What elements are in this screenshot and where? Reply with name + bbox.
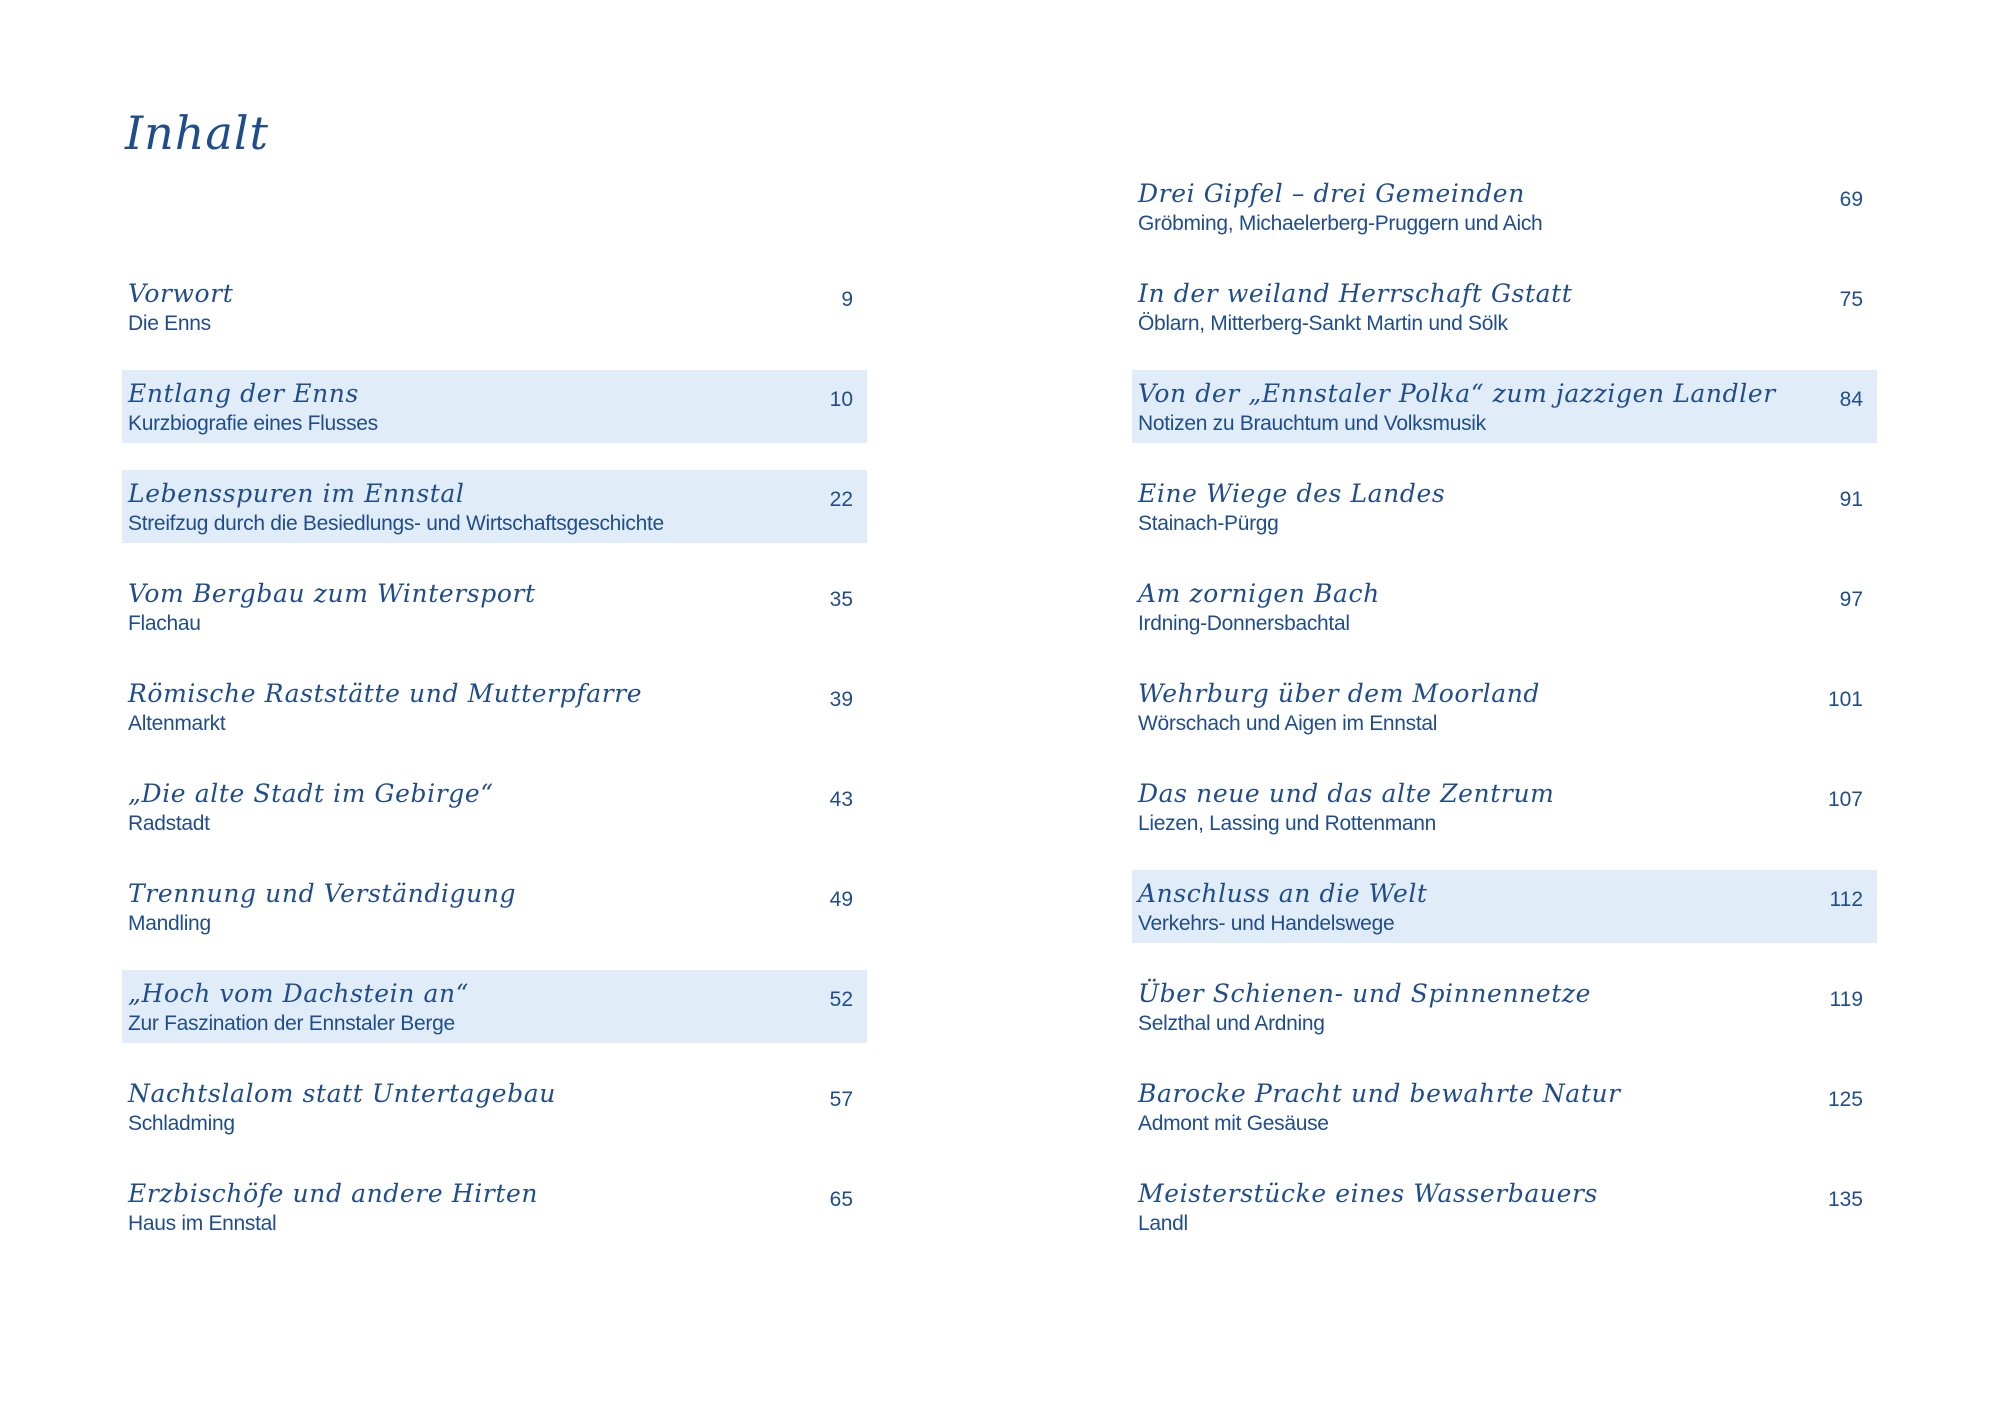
entry-title: Erzbischöfe und andere Hirten [128, 1179, 539, 1208]
toc-entry[interactable] [122, 270, 867, 343]
entry-title: Lebensspuren im Ennstal [128, 479, 465, 508]
toc-entry[interactable] [1132, 1170, 1877, 1243]
entry-title: „Hoch vom Dachstein an“ [128, 979, 470, 1008]
toc-entry[interactable] [122, 1170, 867, 1243]
entry-page-number: 9 [841, 288, 853, 311]
entry-page-number: 22 [829, 488, 853, 511]
toc-entry-highlighted[interactable] [1132, 870, 1877, 943]
entry-title: Am zornigen Bach [1138, 579, 1380, 608]
entry-subtitle: Altenmarkt [128, 712, 226, 735]
entry-page-number: 112 [1829, 888, 1863, 911]
toc-entry[interactable] [122, 670, 867, 743]
entry-page-number: 10 [829, 388, 853, 411]
entry-page-number: 97 [1839, 588, 1863, 611]
entry-subtitle: Liezen, Lassing und Rottenmann [1138, 812, 1437, 835]
entry-subtitle: Mandling [128, 912, 211, 935]
entry-title: Römische Raststätte und Mutterpfarre [128, 679, 643, 708]
entry-page-number: 65 [829, 1188, 853, 1211]
entry-title: Eine Wiege des Landes [1138, 479, 1446, 508]
toc-entry[interactable] [1132, 770, 1877, 843]
entry-subtitle: Schladming [128, 1112, 235, 1135]
toc-right-column [1132, 170, 1877, 1270]
entry-subtitle: Irdning-Donnersbachtal [1138, 612, 1350, 635]
page-title: Inhalt [125, 106, 270, 160]
entry-page-number: 91 [1839, 488, 1863, 511]
entry-page-number: 39 [829, 688, 853, 711]
entry-page-number: 119 [1829, 988, 1863, 1011]
entry-title: Vom Bergbau zum Wintersport [128, 579, 536, 608]
entry-page-number: 75 [1839, 288, 1863, 311]
entry-subtitle: Stainach-Pürgg [1138, 512, 1279, 535]
toc-entry-highlighted[interactable] [122, 470, 867, 543]
toc-entry[interactable] [122, 570, 867, 643]
entry-subtitle: Wörschach und Aigen im Ennstal [1138, 712, 1438, 735]
entry-subtitle: Admont mit Gesäuse [1138, 1112, 1329, 1135]
entry-subtitle: Flachau [128, 612, 201, 635]
entry-page-number: 69 [1839, 188, 1863, 211]
entry-page-number: 43 [829, 788, 853, 811]
entry-page-number: 49 [829, 888, 853, 911]
entry-page-number: 125 [1827, 1088, 1863, 1111]
entry-title: Anschluss an die Welt [1138, 879, 1428, 908]
entry-page-number: 135 [1827, 1188, 1863, 1211]
entry-subtitle: Gröbming, Michaelerberg-Pruggern und Aich [1138, 212, 1543, 235]
toc-entry-highlighted[interactable] [122, 370, 867, 443]
entry-title: Meisterstücke eines Wasserbauers [1138, 1179, 1598, 1208]
toc-entry[interactable] [122, 870, 867, 943]
entry-title: Entlang der Enns [128, 379, 359, 408]
toc-entry[interactable] [1132, 1070, 1877, 1143]
toc-entry[interactable] [122, 770, 867, 843]
entry-page-number: 84 [1839, 388, 1863, 411]
toc-entry-highlighted[interactable] [122, 970, 867, 1043]
entry-subtitle: Notizen zu Brauchtum und Volksmusik [1138, 412, 1486, 435]
entry-title: Barocke Pracht und bewahrte Natur [1138, 1079, 1621, 1108]
entry-subtitle: Landl [1138, 1212, 1188, 1235]
entry-page-number: 107 [1827, 788, 1863, 811]
entry-page-number: 101 [1827, 688, 1863, 711]
entry-subtitle: Haus im Ennstal [128, 1212, 277, 1235]
entry-title: Wehrburg über dem Moorland [1138, 679, 1541, 708]
entry-subtitle: Verkehrs- und Handelswege [1138, 912, 1395, 935]
entry-title: Drei Gipfel – drei Gemeinden [1138, 179, 1525, 208]
entry-page-number: 35 [829, 588, 853, 611]
entry-subtitle: Kurzbiografie eines Flusses [128, 412, 378, 435]
entry-title: Vorwort [128, 279, 234, 308]
toc-entry-highlighted[interactable] [1132, 370, 1877, 443]
entry-title: Nachtslalom statt Untertagebau [128, 1079, 556, 1108]
toc-entry[interactable] [1132, 470, 1877, 543]
entry-subtitle: Zur Faszination der Ennstaler Berge [128, 1012, 455, 1035]
entry-page-number: 52 [829, 988, 853, 1011]
entry-subtitle: Radstadt [128, 812, 210, 835]
entry-title: Das neue und das alte Zentrum [1138, 779, 1555, 808]
toc-entry[interactable] [1132, 570, 1877, 643]
entry-title: Trennung und Verständigung [128, 879, 517, 908]
entry-subtitle: Die Enns [128, 312, 211, 335]
toc-entry[interactable] [1132, 970, 1877, 1043]
entry-subtitle: Selzthal und Ardning [1138, 1012, 1325, 1035]
toc-left-column [122, 270, 867, 1270]
toc-entry[interactable] [122, 1070, 867, 1143]
entry-title: „Die alte Stadt im Gebirge“ [128, 779, 494, 808]
toc-entry[interactable] [1132, 170, 1877, 243]
entry-page-number: 57 [829, 1088, 853, 1111]
toc-entry[interactable] [1132, 670, 1877, 743]
entry-subtitle: Streifzug durch die Besiedlungs- und Wirtschaftsgeschichte [128, 512, 664, 535]
toc-entry[interactable] [1132, 270, 1877, 343]
entry-title: Über Schienen- und Spinnennetze [1138, 979, 1592, 1008]
entry-subtitle: Öblarn, Mitterberg-Sankt Martin und Sölk [1138, 312, 1508, 335]
entry-title: In der weiland Herrschaft Gstatt [1138, 279, 1573, 308]
entry-title: Von der „Ennstaler Polka“ zum jazzigen Landler [1138, 379, 1776, 408]
